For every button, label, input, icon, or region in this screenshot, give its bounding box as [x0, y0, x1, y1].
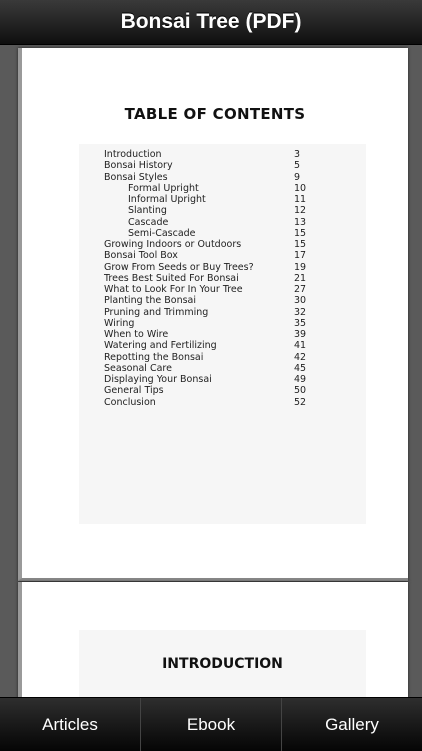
toc-entry — [104, 183, 364, 194]
toc-entry — [104, 329, 364, 340]
toc-entry-label: Bonsai History — [104, 160, 173, 172]
toc-entry — [104, 149, 364, 160]
toc-entry-label: Repotting the Bonsai — [104, 351, 204, 363]
tab-bar — [0, 697, 422, 751]
toc-entry-page: 41 — [294, 340, 307, 352]
toc-entry-label: Introduction — [104, 149, 162, 160]
toc-entry — [104, 273, 364, 284]
toc-entry-page: 21 — [294, 272, 307, 284]
toc-entry-page: 9 — [294, 171, 301, 183]
intro-heading: INTRODUCTION — [162, 656, 283, 672]
toc-entry-label: Seasonal Care — [104, 362, 172, 374]
toc-entry-label: Bonsai Styles — [104, 171, 168, 183]
toc-entry — [104, 262, 364, 273]
toc-entry-page: 12 — [294, 205, 307, 217]
toc-entry-page: 15 — [294, 239, 307, 250]
intro-box — [79, 630, 366, 697]
toc-entry-page: 52 — [294, 396, 307, 408]
toc-entry — [104, 160, 364, 171]
navigation-bar — [0, 0, 422, 45]
toc-entry-label: Semi-Cascade — [128, 227, 196, 239]
toc-entry — [104, 385, 364, 396]
toc-entry-page: 11 — [294, 194, 307, 205]
toc-entry-label: Formal Upright — [128, 182, 199, 194]
toc-entry-label: General Tips — [104, 385, 164, 397]
toc-entry-page: 45 — [294, 362, 307, 374]
toc-entry — [104, 217, 364, 228]
toc-entry-page: 3 — [294, 149, 301, 160]
toc-entry-label: Growing Indoors or Outdoors — [104, 239, 242, 250]
pdf-page-toc — [18, 48, 408, 581]
toc-entry-page: 42 — [294, 351, 307, 363]
toc-entry-page: 19 — [294, 261, 307, 273]
toc-entry — [104, 318, 364, 329]
toc-entry-label: Trees Best Suited For Bonsai — [104, 272, 239, 284]
toc-entry-label: Conclusion — [104, 396, 156, 408]
toc-entry — [104, 172, 364, 183]
toc-entry-label: Displaying Your Bonsai — [104, 374, 212, 385]
toc-entry-page: 50 — [294, 385, 307, 397]
toc-entry-page: 13 — [294, 216, 307, 228]
toc-entry — [104, 284, 364, 295]
toc-entry — [104, 363, 364, 374]
toc-entry-page: 39 — [294, 329, 307, 340]
page-title: Bonsai Tree (PDF) — [120, 10, 302, 33]
toc-entry — [104, 194, 364, 205]
toc-entry — [104, 397, 364, 408]
toc-entry-label: Pruning and Trimming — [104, 306, 209, 318]
toc-entry — [104, 205, 364, 216]
toc-entry-label: Watering and Fertilizing — [104, 340, 217, 352]
toc-entry — [104, 295, 364, 306]
toc-entry-label: Grow From Seeds or Buy Trees? — [104, 261, 254, 273]
toc-entry-label: When to Wire — [104, 329, 169, 340]
toc-entry-page: 49 — [294, 374, 307, 385]
tab-articles[interactable]: Articles — [0, 698, 141, 751]
toc-entry-label: Cascade — [128, 216, 169, 228]
pdf-page-introduction — [18, 582, 408, 697]
toc-entry-page: 30 — [294, 295, 307, 307]
toc-entry-page: 5 — [294, 160, 301, 172]
toc-entry-page: 17 — [294, 250, 307, 262]
toc-entry-label: Wiring — [104, 317, 135, 329]
toc-entry — [104, 340, 364, 351]
toc-box — [79, 144, 366, 524]
toc-entry-page: 32 — [294, 306, 307, 318]
toc-entry — [104, 352, 364, 363]
tab-ebook[interactable]: Ebook — [141, 698, 282, 751]
pdf-viewer[interactable] — [0, 45, 422, 697]
toc-entry-page: 35 — [294, 317, 307, 329]
toc-entry-label: Bonsai Tool Box — [104, 250, 178, 262]
toc-entry-page: 10 — [294, 182, 307, 194]
toc-heading: TABLE OF CONTENTS — [124, 105, 306, 123]
toc-entry-label: Slanting — [128, 205, 167, 217]
toc-list — [104, 149, 364, 408]
toc-entry-label: Informal Upright — [128, 194, 206, 205]
toc-entry — [104, 307, 364, 318]
toc-entry-page: 27 — [294, 284, 307, 295]
toc-entry-label: Planting the Bonsai — [104, 295, 197, 307]
tab-gallery[interactable]: Gallery — [325, 714, 379, 734]
toc-entry — [104, 239, 364, 250]
toc-entry — [104, 250, 364, 261]
toc-entry-label: What to Look For In Your Tree — [104, 284, 243, 295]
toc-entry — [104, 228, 364, 239]
toc-entry-page: 15 — [294, 227, 307, 239]
toc-entry — [104, 374, 364, 385]
